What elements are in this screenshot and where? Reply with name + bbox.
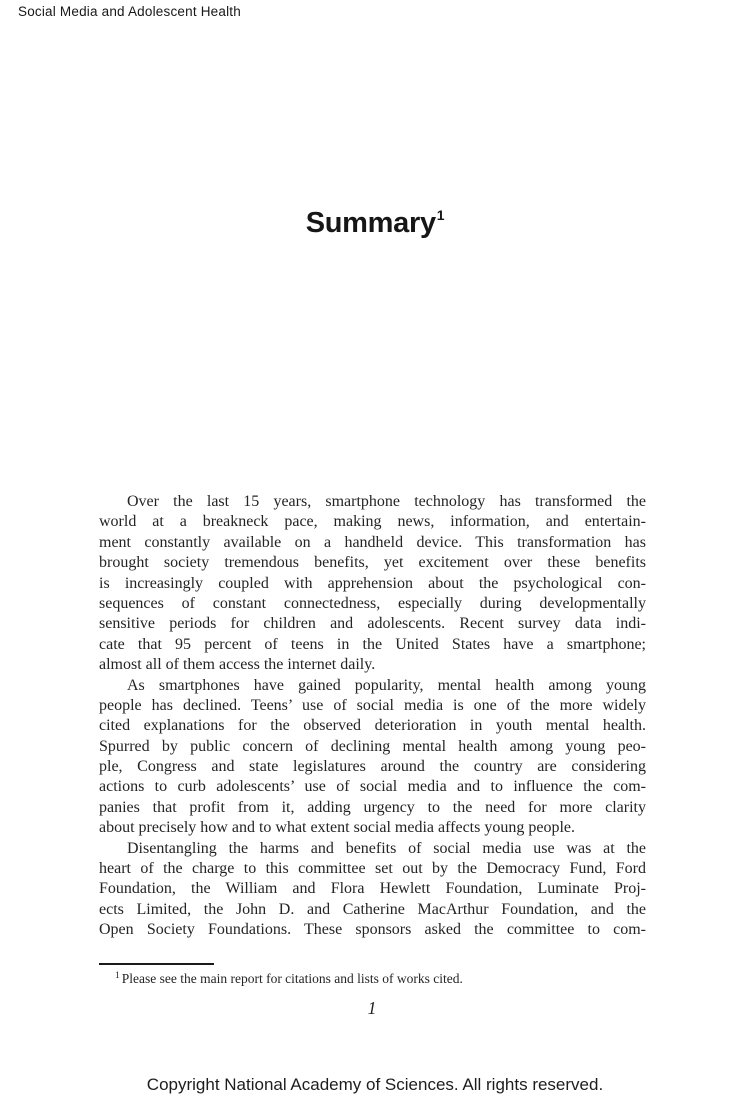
body-line: ple, Congress and state legislatures around the country are considering [99,758,646,776]
body-line: is increasingly coupled with apprehension about the psychological con- [99,574,646,592]
body-line: almost all of them access the internet daily. [99,656,376,674]
footnote-rule [99,963,214,965]
body-line: about precisely how and to what extent social media affects young people. [99,819,575,837]
body-line: As smartphones have gained popularity, mental health among young [127,676,646,694]
body-line: Disentangling the harms and benefits of social media use was at the [127,839,646,857]
body-line: brought society tremendous benefits, yet excitement over these benefits [99,554,646,572]
page-number: 1 [367,998,377,1018]
body-line: world at a breakneck pace, making news, information, and entertain- [99,513,646,531]
body-line: people has declined. Teens’ use of social media is one of the more widely [99,696,646,714]
footnote-text: Please see the main report for citations and lists of works cited. [121,971,463,986]
body-line: Spurred by public concern of declining mental health among young peo- [99,737,646,755]
body-line: ment constantly available on a handheld device. This transformation has [99,533,646,551]
body-line: actions to curb adolescents’ use of social media and to influence the com- [99,778,646,796]
body-text [99,492,646,941]
body-line: ects Limited, the John D. and Catherine MacArthur Foundation, and the [99,900,646,918]
body-line: sensitive periods for children and adolescents. Recent survey data indi- [99,615,646,633]
body-line: sequences of constant connectedness, especially during developmentally [99,594,646,612]
footnote [99,963,646,987]
running-head: Social Media and Adolescent Health [18,4,241,19]
chapter-title-text: Summary [305,207,436,239]
body-line: Over the last 15 years, smartphone technology has transformed the [127,493,646,510]
footnote-line [99,970,646,987]
body-line: cate that 95 percent of teens in the United States have a smartphone; [99,635,646,653]
body-line: Foundation, the William and Flora Hewlett Foundation, Luminate Proj- [99,880,646,898]
body-line: cited explanations for the observed deterioration in youth mental health. [99,717,646,735]
footnote-marker: 1 [115,970,120,981]
title-footnote-marker: 1 [436,207,445,224]
copyright-notice: Copyright National Academy of Sciences. All rights reserved. [146,1075,604,1094]
chapter-title [0,206,750,240]
body-line: Open Society Foundations. These sponsors asked the committee to com- [99,921,646,939]
body-line: panies that profit from it, adding urgency to the need for more clarity [99,798,646,816]
body-line: heart of the charge to this committee set out by the Democracy Fund, Ford [99,860,646,878]
